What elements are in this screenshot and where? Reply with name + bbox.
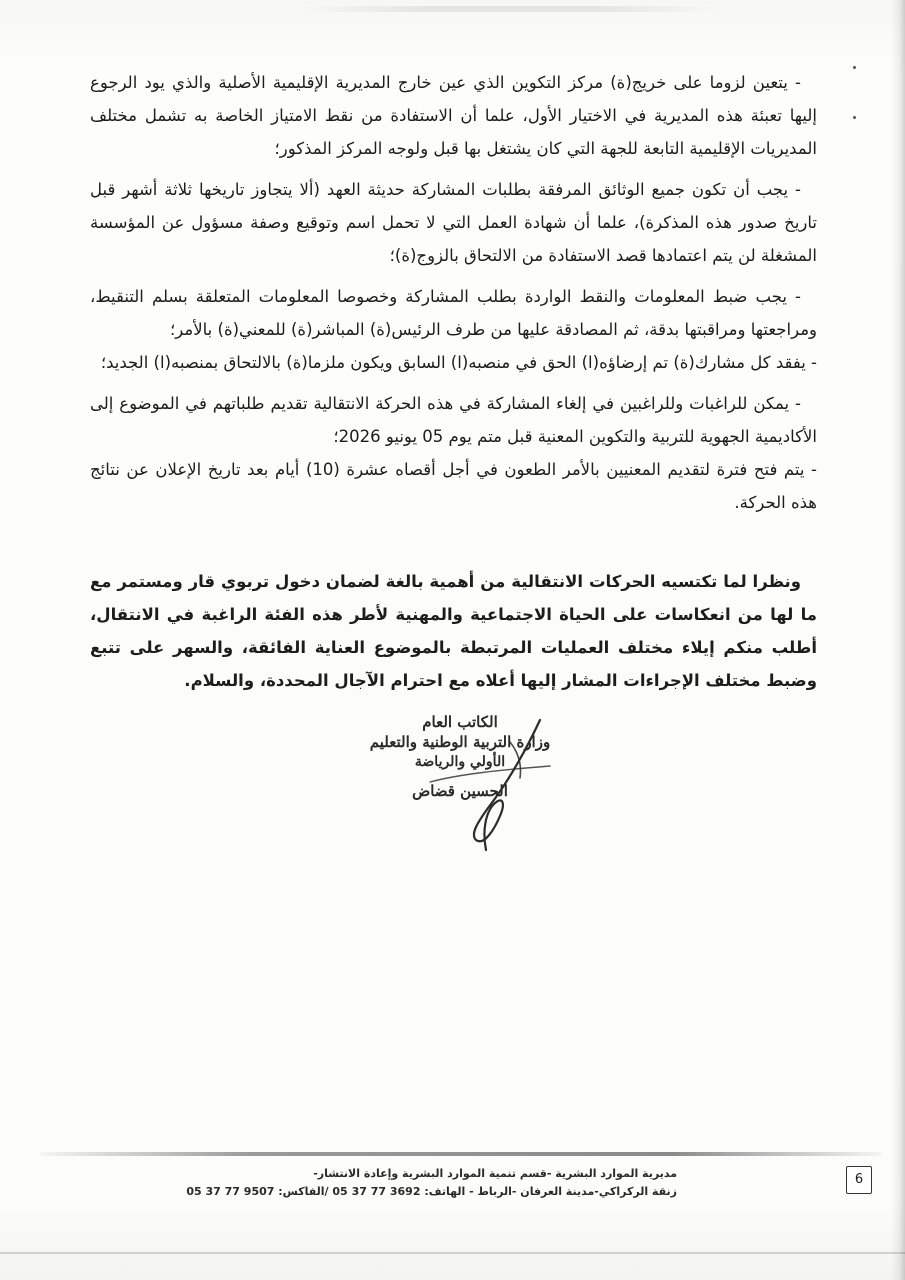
scan-artifact-top [300,6,720,12]
closing-text: ونظرا لما تكتسيه الحركات الانتقالية من أهمية بالغة لضمان دخول تربوي قار ومستمر مع ما لها من انعكاسات على الحياة الاجتماعية والمهنية لأطر هذه الفئة الراغبة في الانتقال، أطلب منكم إيلاء مختلف العمليات المرتبطة بالموضوع العناية الفائقة، والسهر على تتبع وضبط مختلف الإجراءات المشار إليها أعلاه مع احترام الآجال المحددة، والسلام. [90,572,817,690]
signature-name: الحسين قضاض [412,782,508,800]
paragraph-lose-post [90,346,817,379]
margin-mark [853,66,856,69]
scan-artifact-bottom [0,1252,905,1254]
paragraph-text: - يفقد كل مشارك(ة) تم إرضاؤه(ا) الحق في منصبه(ا) السابق ويكون ملزما(ة) بالالتحاق بمنصبه(ا) الجديد؛ [100,353,817,372]
paragraph-text: - يتم فتح فترة لتقديم المعنيين بالأمر الطعون في أجل أقصاه عشرة (10) أيام بعد تاريخ الإعلان عن نتائج هذه الحركة. [90,460,817,512]
paragraph-text: - يمكن للراغبات وللراغبين في إلغاء المشاركة في هذه الحركة الانتقالية تقديم طلباتهم في الموضوع إلى الأكاديمية الجهوية للتربية والتكوين المعنية قبل متم يوم 05 يونيو 2026؛ [90,394,817,446]
margin-mark [853,116,856,119]
signature-ministry-line2: الأولي والرياضة [414,754,506,770]
paragraph-closing [90,565,817,697]
signature-ministry-line1: وزارة التربية الوطنية والتعليم [369,733,551,751]
paragraph-information-check [90,280,817,346]
paragraph-text: - يجب أن تكون جميع الوثائق المرفقة بطلبات المشاركة حديثة العهد (ألا يتجاوز تاريخها ثلاثة أشهر قبل تاريخ صدور هذه المذكرة)، علما أن شهادة العمل التي لا تحمل اسم وتوقيع وصفة مسؤول عن المؤسسة المشغلة لن يتم اعتمادها قصد الاستفادة من الالتحاق بالزوج(ة)؛ [90,180,817,265]
page-number: 6 [846,1166,872,1194]
scan-edge-shadow [891,0,905,1280]
footer-divider [40,1152,882,1156]
footer-contact: زنقة الركراكي-مدينة العرفان -الرباط - الهاتف: 3692 77 37 05 /الفاكس: 9507 77 37 05 [186,1185,677,1198]
document-body [90,66,817,697]
paragraph-text: - يتعين لزوما على خريج(ة) مركز التكوين الذي عين خارج المديرية الإقليمية الأصلية والذي يود الرجوع إليها تعبئة هذه المديرية في الاختيار الأول، علما أن الاستفادة من نقط الامتياز الخاصة به تشمل مختلف المديريات الإقليمية التابعة للجهة التي كان يشتغل بها قبل ولوجه المركز المذكور؛ [90,73,817,158]
paragraph-trainee-return [90,66,817,165]
paragraph-appeals [90,453,817,519]
signature-title: الكاتب العام [422,713,498,731]
signature-stamp [330,712,590,852]
paragraph-cancel-participation [90,387,817,453]
footer-address [157,1165,677,1201]
paragraph-text: - يجب ضبط المعلومات والنقط الواردة بطلب المشاركة وخصوصا المعلومات المتعلقة بسلم التنقيط، ومراجعتها ومراقبتها بدقة، ثم المصادقة عليها من طرف الرئيس(ة) المباشر(ة) للمعني(ة) بالأمر؛ [90,287,817,339]
footer-department: مديرية الموارد البشرية -قسم تنمية الموارد البشرية وإعادة الانتشار- [313,1167,677,1180]
paragraph-documents-validity [90,173,817,272]
